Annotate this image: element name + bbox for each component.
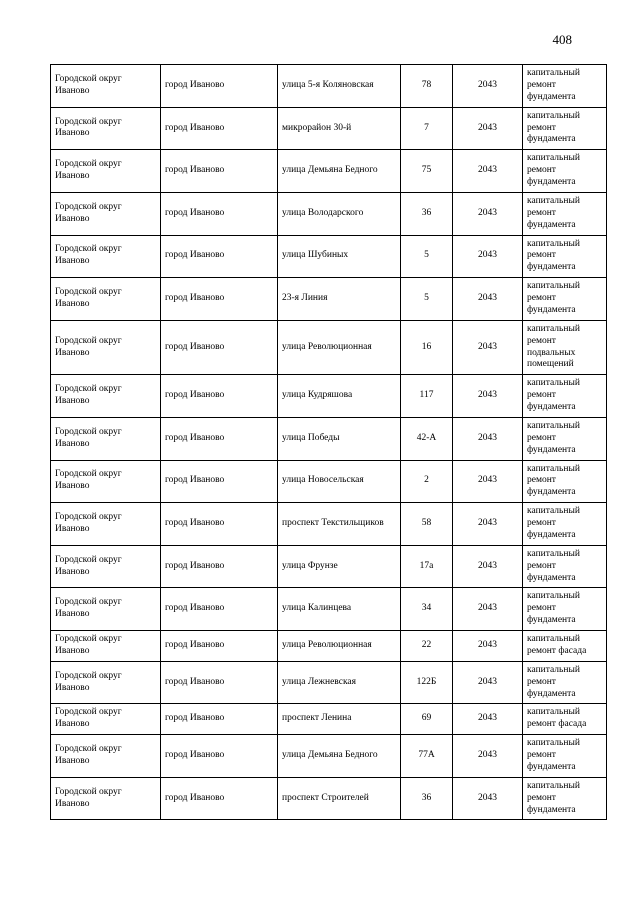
cell-municipality: Городской округ Иваново <box>51 588 161 631</box>
cell-municipality: Городской округ Иваново <box>51 235 161 278</box>
cell-work-type: капитальный ремонт подвальных помещений <box>523 320 607 375</box>
cell-street: улица Демьяна Бедного <box>278 735 401 778</box>
cell-municipality: Городской округ Иваново <box>51 631 161 662</box>
cell-house-number: 5 <box>401 235 453 278</box>
table-row <box>51 235 607 278</box>
cell-city: город Иваново <box>161 65 278 108</box>
cell-work-type: капитальный ремонт фундамента <box>523 107 607 150</box>
cell-municipality: Городской округ Иваново <box>51 192 161 235</box>
cell-house-number: 77А <box>401 735 453 778</box>
cell-work-type: капитальный ремонт фундамента <box>523 503 607 546</box>
cell-municipality: Городской округ Иваново <box>51 65 161 108</box>
cell-street: 23-я Линия <box>278 278 401 321</box>
cell-house-number: 22 <box>401 631 453 662</box>
cell-city: город Иваново <box>161 545 278 588</box>
cell-year: 2043 <box>453 735 523 778</box>
cell-street: проспект Ленина <box>278 704 401 735</box>
cell-street: улица Шубиных <box>278 235 401 278</box>
cell-city: город Иваново <box>161 631 278 662</box>
cell-work-type: капитальный ремонт фасада <box>523 704 607 735</box>
cell-street: улица Кудряшова <box>278 375 401 418</box>
cell-year: 2043 <box>453 417 523 460</box>
cell-house-number: 78 <box>401 65 453 108</box>
page-number: 408 <box>552 32 572 47</box>
cell-work-type: капитальный ремонт фундамента <box>523 417 607 460</box>
cell-city: город Иваново <box>161 320 278 375</box>
cell-municipality: Городской округ Иваново <box>51 661 161 704</box>
cell-street: улица Победы <box>278 417 401 460</box>
cell-street: улица Лежневская <box>278 661 401 704</box>
cell-municipality: Городской округ Иваново <box>51 777 161 820</box>
cell-street: проспект Строителей <box>278 777 401 820</box>
cell-municipality: Городской округ Иваново <box>51 107 161 150</box>
cell-street: улица Новосельская <box>278 460 401 503</box>
table-row <box>51 65 607 108</box>
table-row <box>51 588 607 631</box>
cell-municipality: Городской округ Иваново <box>51 503 161 546</box>
cell-year: 2043 <box>453 661 523 704</box>
cell-municipality: Городской округ Иваново <box>51 545 161 588</box>
cell-city: город Иваново <box>161 278 278 321</box>
cell-street: проспект Текстильщиков <box>278 503 401 546</box>
cell-city: город Иваново <box>161 777 278 820</box>
cell-city: город Иваново <box>161 150 278 193</box>
cell-work-type: капитальный ремонт фундамента <box>523 65 607 108</box>
table-row <box>51 192 607 235</box>
cell-city: город Иваново <box>161 375 278 418</box>
cell-city: город Иваново <box>161 192 278 235</box>
cell-work-type: капитальный ремонт фасада <box>523 631 607 662</box>
cell-house-number: 75 <box>401 150 453 193</box>
cell-house-number: 5 <box>401 278 453 321</box>
table-body <box>51 65 607 820</box>
cell-year: 2043 <box>453 150 523 193</box>
cell-work-type: капитальный ремонт фундамента <box>523 460 607 503</box>
cell-year: 2043 <box>453 107 523 150</box>
cell-street: микрорайон 30-й <box>278 107 401 150</box>
cell-year: 2043 <box>453 278 523 321</box>
cell-work-type: капитальный ремонт фундамента <box>523 588 607 631</box>
cell-house-number: 42-А <box>401 417 453 460</box>
cell-year: 2043 <box>453 704 523 735</box>
cell-house-number: 36 <box>401 192 453 235</box>
cell-city: город Иваново <box>161 235 278 278</box>
cell-city: город Иваново <box>161 588 278 631</box>
cell-city: город Иваново <box>161 107 278 150</box>
cell-year: 2043 <box>453 65 523 108</box>
table-row <box>51 704 607 735</box>
cell-municipality: Городской округ Иваново <box>51 150 161 193</box>
cell-city: город Иваново <box>161 704 278 735</box>
cell-municipality: Городской округ Иваново <box>51 375 161 418</box>
cell-city: город Иваново <box>161 460 278 503</box>
cell-house-number: 36 <box>401 777 453 820</box>
cell-street: улица Демьяна Бедного <box>278 150 401 193</box>
cell-street: улица Революционная <box>278 631 401 662</box>
cell-work-type: капитальный ремонт фундамента <box>523 375 607 418</box>
cell-street: улица Фрунзе <box>278 545 401 588</box>
cell-municipality: Городской округ Иваново <box>51 735 161 778</box>
table-row <box>51 107 607 150</box>
cell-year: 2043 <box>453 588 523 631</box>
repair-plan-table <box>50 64 607 820</box>
cell-work-type: капитальный ремонт фундамента <box>523 735 607 778</box>
table-row <box>51 631 607 662</box>
cell-city: город Иваново <box>161 417 278 460</box>
cell-municipality: Городской округ Иваново <box>51 278 161 321</box>
table-row <box>51 460 607 503</box>
cell-city: город Иваново <box>161 503 278 546</box>
cell-city: город Иваново <box>161 735 278 778</box>
cell-house-number: 58 <box>401 503 453 546</box>
table-row <box>51 545 607 588</box>
cell-house-number: 7 <box>401 107 453 150</box>
cell-house-number: 2 <box>401 460 453 503</box>
cell-year: 2043 <box>453 631 523 662</box>
cell-house-number: 122Б <box>401 661 453 704</box>
cell-street: улица Революционная <box>278 320 401 375</box>
cell-work-type: капитальный ремонт фундамента <box>523 777 607 820</box>
cell-street: улица Калинцева <box>278 588 401 631</box>
cell-municipality: Городской округ Иваново <box>51 460 161 503</box>
cell-year: 2043 <box>453 777 523 820</box>
cell-year: 2043 <box>453 460 523 503</box>
cell-municipality: Городской округ Иваново <box>51 417 161 460</box>
cell-house-number: 16 <box>401 320 453 375</box>
cell-year: 2043 <box>453 375 523 418</box>
cell-work-type: капитальный ремонт фундамента <box>523 192 607 235</box>
cell-house-number: 34 <box>401 588 453 631</box>
cell-street: улица 5-я Коляновская <box>278 65 401 108</box>
cell-work-type: капитальный ремонт фундамента <box>523 278 607 321</box>
cell-city: город Иваново <box>161 661 278 704</box>
cell-street: улица Володарского <box>278 192 401 235</box>
table-row <box>51 503 607 546</box>
table-row <box>51 278 607 321</box>
cell-year: 2043 <box>453 545 523 588</box>
table-row <box>51 375 607 418</box>
cell-house-number: 117 <box>401 375 453 418</box>
cell-work-type: капитальный ремонт фундамента <box>523 661 607 704</box>
table-row <box>51 777 607 820</box>
cell-work-type: капитальный ремонт фундамента <box>523 545 607 588</box>
table-row <box>51 661 607 704</box>
cell-house-number: 17а <box>401 545 453 588</box>
table-row <box>51 735 607 778</box>
cell-work-type: капитальный ремонт фундамента <box>523 235 607 278</box>
cell-year: 2043 <box>453 192 523 235</box>
cell-house-number: 69 <box>401 704 453 735</box>
cell-municipality: Городской округ Иваново <box>51 320 161 375</box>
cell-work-type: капитальный ремонт фундамента <box>523 150 607 193</box>
cell-municipality: Городской округ Иваново <box>51 704 161 735</box>
cell-year: 2043 <box>453 320 523 375</box>
cell-year: 2043 <box>453 235 523 278</box>
table-row <box>51 320 607 375</box>
table-row <box>51 150 607 193</box>
cell-year: 2043 <box>453 503 523 546</box>
table-row <box>51 417 607 460</box>
